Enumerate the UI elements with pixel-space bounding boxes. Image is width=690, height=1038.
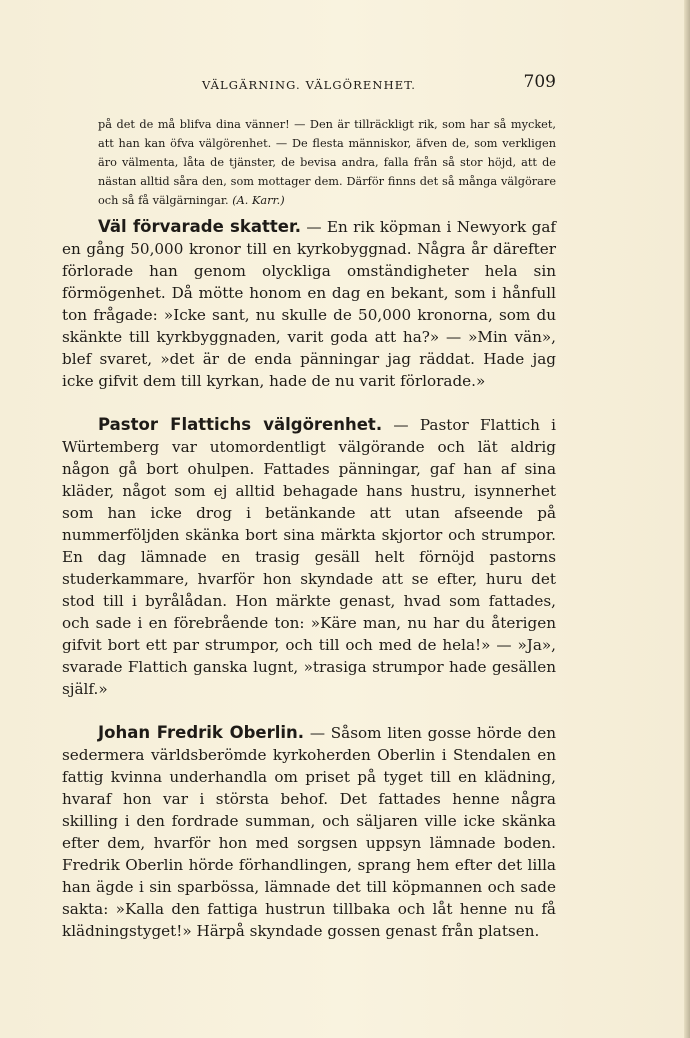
section-text: — Pastor Flattich i Würtemberg var utomordentligt välgörande och lät aldrig någon gå bort ohulpen. Fattades pänningar, gaf han af sina kläder, något som ej alltid behagade hans hustru, isynnerhet som han icke drog i betänkande att utan afseende på nummerföljden skänka bort sina märkta skjortor och strumpor. En dag lämnade en trasig gesäll helt förnöjd pastorns studerkammare, hvarför hon skyndade att se efter, huru det stod till i byrålådan. Hon märkte genast, hvad som fattades, och sade i en förebrående ton: »Käre man, nu har du återigen gifvit bort ett par strumpor, och till och med de hela!» — »Ja», svarade Flattich ganska lugnt, »trasiga strumpor hade gesällen själf.» bbox=[62, 416, 557, 698]
intro-paragraph bbox=[98, 115, 556, 210]
main-text bbox=[62, 216, 556, 964]
running-head: VÄLGÄRNING. VÄLGÖRENHET. bbox=[202, 78, 417, 92]
page-number: 709 bbox=[523, 72, 556, 92]
section-text: — Såsom liten gosse hörde den sedermera världsberömde kyrkoherden Oberlin i Stendalen en fattig kvinna underhandla om priset på tyget till en klädning, hvaraf hon var i största behof. Det fattades henne några skilling i den fordrade summan, och säljaren ville icke skänka efter dem, hvarför hon med sorgsen uppsyn lämnade boden. Fredrik Oberlin hörde förhandlingen, sprang hem efter det lilla han ägde i sin sparbössa, lämnade det till köpmannen och sade sakta: »Kalla den fattiga hustrun tillbaka och låt henne nu få klädningstyget!» Härpå skyndade gossen genast från platsen. bbox=[62, 724, 556, 940]
section-heading: Pastor Flattichs välgörenhet. bbox=[98, 415, 383, 434]
section-heading: Väl förvarade skatter. bbox=[98, 217, 301, 236]
page-edge bbox=[684, 0, 690, 1038]
intro-text: på det de må blifva dina vänner! — Den är tillräckligt rik, som har så mycket, att han kan öfva välgörenhet. — De flesta människor, äfven de, som verkligen äro välmenta, låta de tjänster, de bevisa andra, falla från så stor höjd, att de nästan alltid såra den, som mottager dem. Därför finns det så många välgörare och så få välgärningar. bbox=[98, 118, 556, 208]
section-paragraph bbox=[62, 216, 556, 392]
section-heading: Johan Fredrik Oberlin. bbox=[98, 723, 305, 742]
page-header bbox=[98, 72, 556, 96]
section-paragraph bbox=[62, 414, 556, 700]
section-paragraph bbox=[62, 722, 556, 942]
intro-attribution: (A. Karr.) bbox=[232, 194, 285, 208]
section-text: — En rik köpman i Newyork gaf en gång 50,000 kronor till en kyrkobyggnad. Några år därefter förlorade han genom olyckliga omständigheter hela sin förmögenhet. Då mötte honom en dag en bekant, som i hånfull ton frågade: »Icke sant, nu skulle de 50,000 kronorna, som du skänkte till kyrkbyggnaden, varit goda att ha?» — »Min vän», blef svaret, »det är de enda pänningar jag räddat. Hade jag icke gifvit dem till kyrkan, hade de nu varit förlorade.» bbox=[62, 218, 556, 390]
